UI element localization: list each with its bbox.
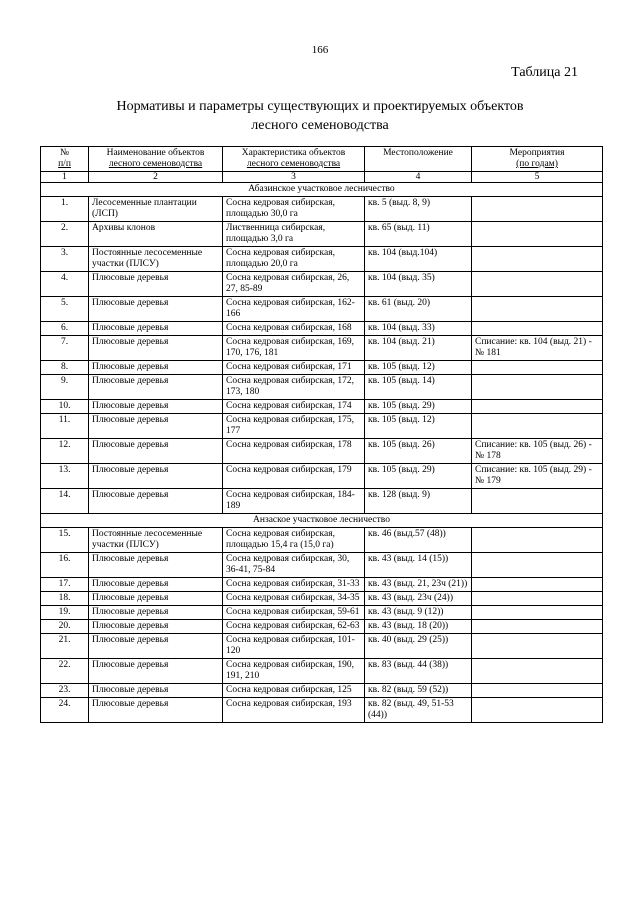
activities-cell [472,553,603,578]
location-cell: кв. 105 (выд. 12) [365,414,472,439]
location-cell: кв. 105 (выд. 14) [365,375,472,400]
object-name-cell: Плюсовые деревья [89,272,223,297]
table-row [41,634,603,659]
object-name-cell: Плюсовые деревья [89,439,223,464]
activities-cell [472,297,603,322]
activities-cell [472,272,603,297]
row-number-cell: 21. [41,634,89,659]
location-cell: кв. 104 (выд.104) [365,247,472,272]
object-name-cell: Плюсовые деревья [89,375,223,400]
object-name-cell: Плюсовые деревья [89,634,223,659]
column-number: 5 [472,172,603,183]
table-row [41,336,603,361]
location-cell: кв. 43 (выд. 9 (12)) [365,606,472,620]
row-number-cell: 10. [41,400,89,414]
row-number-cell: 19. [41,606,89,620]
column-number: 3 [223,172,365,183]
table-row [41,606,603,620]
characteristics-cell: Сосна кедровая сибирская, 59-61 [223,606,365,620]
object-name-cell: Лесосеменные плантации (ЛСП) [89,197,223,222]
table-row [41,659,603,684]
location-cell: кв. 105 (выд. 12) [365,361,472,375]
header-number: № п/п [41,147,89,172]
activities-cell [472,578,603,592]
characteristics-cell: Лиственница сибирская, площадью 3,0 га [223,222,365,247]
header-location: Местоположение [365,147,472,172]
activities-cell [472,247,603,272]
table-header-row [41,147,603,172]
activities-cell [472,375,603,400]
object-name-cell: Плюсовые деревья [89,592,223,606]
row-number-cell: 12. [41,439,89,464]
object-name-cell: Плюсовые деревья [89,659,223,684]
row-number-cell: 1. [41,197,89,222]
section-row [41,183,603,197]
characteristics-cell: Сосна кедровая сибирская, площадью 20,0 га [223,247,365,272]
characteristics-cell: Сосна кедровая сибирская, 190, 191, 210 [223,659,365,684]
table-row [41,375,603,400]
activities-cell [472,684,603,698]
activities-cell [472,606,603,620]
location-cell: кв. 46 (выд.57 (48)) [365,528,472,553]
object-name-cell: Плюсовые деревья [89,553,223,578]
table-row [41,578,603,592]
characteristics-cell: Сосна кедровая сибирская, 162-166 [223,297,365,322]
characteristics-cell: Сосна кедровая сибирская, 34-35 [223,592,365,606]
row-number-cell: 22. [41,659,89,684]
activities-cell [472,414,603,439]
activities-cell: Списание: кв. 104 (выд. 21) - № 181 [472,336,603,361]
header-characteristics: Характеристика объектов лесного семеноводства [223,147,365,172]
location-cell: кв. 82 (выд. 59 (52)) [365,684,472,698]
location-cell: кв. 40 (выд. 29 (25)) [365,634,472,659]
characteristics-cell: Сосна кедровая сибирская, 26, 27, 85-89 [223,272,365,297]
activities-cell [472,528,603,553]
object-name-cell: Постоянные лесосеменные участки (ПЛСУ) [89,247,223,272]
table-row [41,414,603,439]
object-name-cell: Плюсовые деревья [89,297,223,322]
activities-cell [472,400,603,414]
characteristics-cell: Сосна кедровая сибирская, 169, 170, 176, 181 [223,336,365,361]
location-cell: кв. 105 (выд. 29) [365,464,472,489]
location-cell: кв. 5 (выд. 8, 9) [365,197,472,222]
table-row [41,489,603,514]
row-number-cell: 4. [41,272,89,297]
table-row [41,528,603,553]
object-name-cell: Плюсовые деревья [89,400,223,414]
table-row [41,247,603,272]
table-row [41,197,603,222]
table-row [41,698,603,723]
document-title [0,97,640,135]
table-row [41,222,603,247]
section-title: Абазинское участковое лесничество [41,183,603,197]
characteristics-cell: Сосна кедровая сибирская, 179 [223,464,365,489]
characteristics-cell: Сосна кедровая сибирская, 174 [223,400,365,414]
location-cell: кв. 128 (выд. 9) [365,489,472,514]
row-number-cell: 15. [41,528,89,553]
characteristics-cell: Сосна кедровая сибирская, площадью 30,0 га [223,197,365,222]
location-cell: кв. 43 (выд. 23ч (24)) [365,592,472,606]
table-row [41,361,603,375]
activities-cell [472,197,603,222]
activities-cell [472,659,603,684]
activities-cell [472,322,603,336]
activities-cell [472,698,603,723]
row-number-cell: 16. [41,553,89,578]
characteristics-cell: Сосна кедровая сибирская, 62-63 [223,620,365,634]
row-number-cell: 18. [41,592,89,606]
row-number-cell: 20. [41,620,89,634]
section-row [41,514,603,528]
object-name-cell: Постоянные лесосеменные участки (ПЛСУ) [89,528,223,553]
column-number: 4 [365,172,472,183]
characteristics-cell: Сосна кедровая сибирская, 178 [223,439,365,464]
table-body [41,183,603,723]
row-number-cell: 9. [41,375,89,400]
location-cell: кв. 83 (выд. 44 (38)) [365,659,472,684]
location-cell: кв. 105 (выд. 26) [365,439,472,464]
characteristics-cell: Сосна кедровая сибирская, 175, 177 [223,414,365,439]
location-cell: кв. 43 (выд. 14 (15)) [365,553,472,578]
location-cell: кв. 104 (выд. 21) [365,336,472,361]
activities-cell [472,620,603,634]
activities-cell: Списание: кв. 105 (выд. 26) - № 178 [472,439,603,464]
title-line-2: лесного семеноводства [251,118,389,133]
section-title: Анзаское участковое лесничество [41,514,603,528]
activities-cell [472,634,603,659]
characteristics-cell: Сосна кедровая сибирская, 184-189 [223,489,365,514]
row-number-cell: 7. [41,336,89,361]
table-row [41,297,603,322]
object-name-cell: Плюсовые деревья [89,578,223,592]
row-number-cell: 11. [41,414,89,439]
object-name-cell: Архивы клонов [89,222,223,247]
seed-objects-table [40,146,603,723]
row-number-cell: 3. [41,247,89,272]
location-cell: кв. 104 (выд. 35) [365,272,472,297]
object-name-cell: Плюсовые деревья [89,414,223,439]
location-cell: кв. 65 (выд. 11) [365,222,472,247]
characteristics-cell: Сосна кедровая сибирская, 171 [223,361,365,375]
characteristics-cell: Сосна кедровая сибирская, 31-33 [223,578,365,592]
column-number: 1 [41,172,89,183]
object-name-cell: Плюсовые деревья [89,361,223,375]
row-number-cell: 6. [41,322,89,336]
table-row [41,684,603,698]
characteristics-cell: Сосна кедровая сибирская, 168 [223,322,365,336]
header-object-name: Наименование объектов лесного семеноводства [89,147,223,172]
object-name-cell: Плюсовые деревья [89,698,223,723]
object-name-cell: Плюсовые деревья [89,606,223,620]
object-name-cell: Плюсовые деревья [89,620,223,634]
row-number-cell: 8. [41,361,89,375]
row-number-cell: 2. [41,222,89,247]
activities-cell [472,222,603,247]
table-row [41,400,603,414]
column-number: 2 [89,172,223,183]
page-number: 166 [311,44,329,56]
characteristics-cell: Сосна кедровая сибирская, 172, 173, 180 [223,375,365,400]
characteristics-cell: Сосна кедровая сибирская, 193 [223,698,365,723]
table-row [41,553,603,578]
table-row [41,322,603,336]
characteristics-cell: Сосна кедровая сибирская, 125 [223,684,365,698]
row-number-cell: 17. [41,578,89,592]
object-name-cell: Плюсовые деревья [89,322,223,336]
row-number-cell: 24. [41,698,89,723]
table-row [41,592,603,606]
location-cell: кв. 43 (выд. 21, 23ч (21)) [365,578,472,592]
activities-cell: Списание: кв. 105 (выд. 29) - № 179 [472,464,603,489]
table-row [41,439,603,464]
column-number-row [41,172,603,183]
object-name-cell: Плюсовые деревья [89,336,223,361]
activities-cell [472,592,603,606]
location-cell: кв. 104 (выд. 33) [365,322,472,336]
row-number-cell: 13. [41,464,89,489]
characteristics-cell: Сосна кедровая сибирская, 101-120 [223,634,365,659]
table-row [41,620,603,634]
characteristics-cell: Сосна кедровая сибирская, 30, 36-41, 75-84 [223,553,365,578]
table-row [41,272,603,297]
row-number-cell: 14. [41,489,89,514]
location-cell: кв. 82 (выд. 49, 51-53 (44)) [365,698,472,723]
row-number-cell: 5. [41,297,89,322]
characteristics-cell: Сосна кедровая сибирская, площадью 15,4 га (15,0 га) [223,528,365,553]
object-name-cell: Плюсовые деревья [89,489,223,514]
object-name-cell: Плюсовые деревья [89,464,223,489]
title-line-1: Нормативы и параметры существующих и проектируемых объектов [116,99,524,114]
activities-cell [472,361,603,375]
activities-cell [472,489,603,514]
header-activities: Мероприятия (по годам) [472,147,603,172]
location-cell: кв. 61 (выд. 20) [365,297,472,322]
table-row [41,464,603,489]
location-cell: кв. 105 (выд. 29) [365,400,472,414]
row-number-cell: 23. [41,684,89,698]
location-cell: кв. 43 (выд. 18 (20)) [365,620,472,634]
object-name-cell: Плюсовые деревья [89,684,223,698]
table-label: Таблица 21 [511,65,578,80]
